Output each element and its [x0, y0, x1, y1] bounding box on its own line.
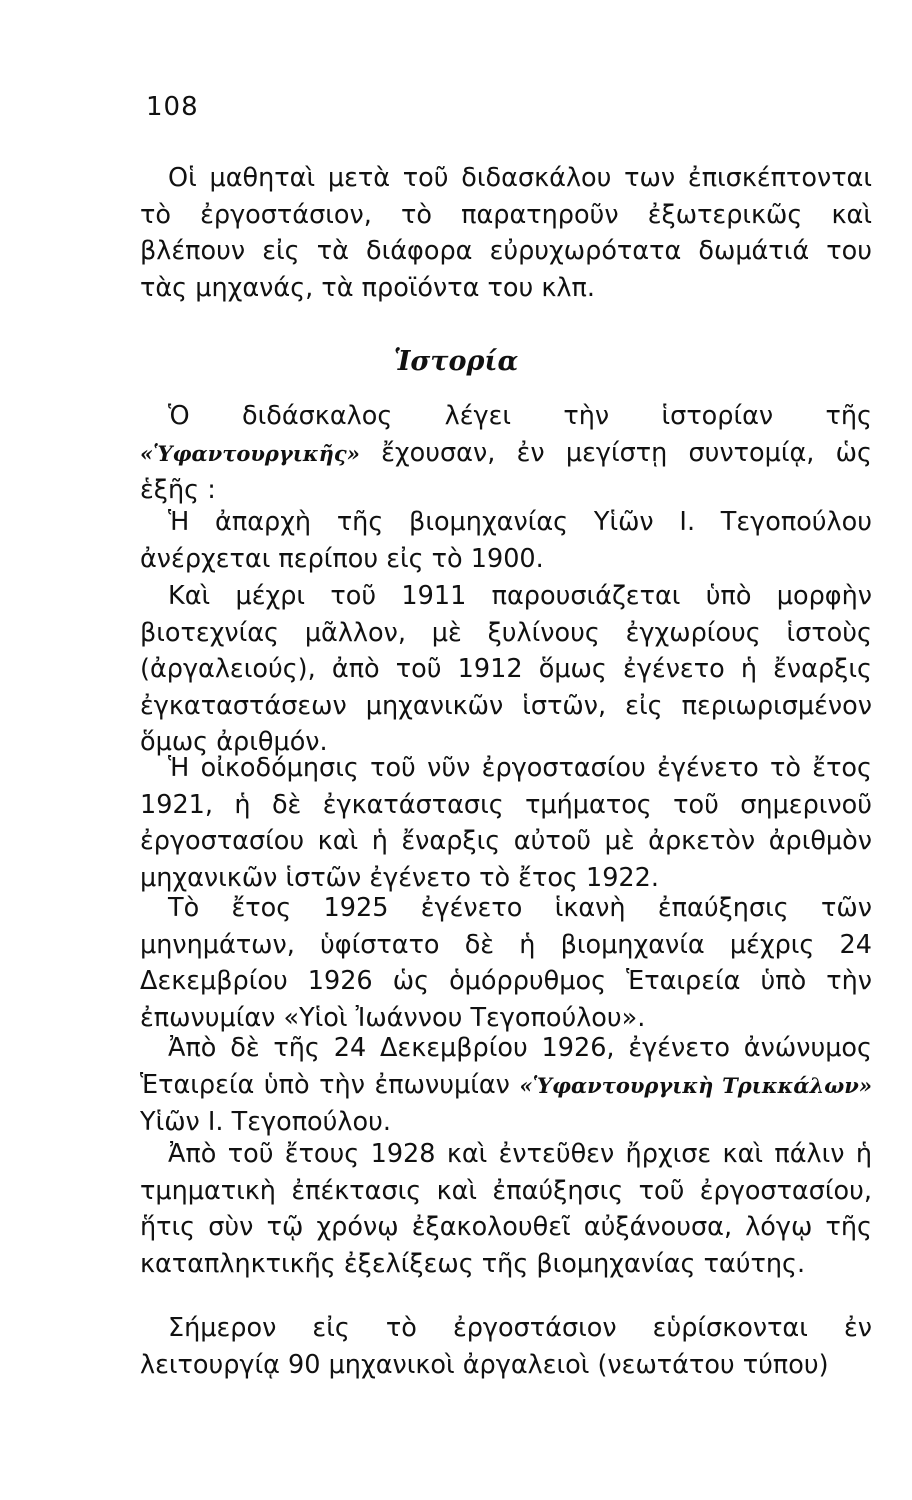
paragraph-text: Καὶ μέχρι τοῦ 1911 παρουσιάζεται ὑπὸ μορφὴν βιοτεχνίας μᾶλλον, μὲ ξυλίνους ἐγχωρίους ἱστοὺς (ἀργαλειούς), ἀπὸ τοῦ 1912 ὅμως ἐγένετο ἡ ἔναρξις ἐγκαταστάσεων μηχανικῶν ἱστῶν, εἰς περιωρισμένον ὅμως ἀριθμόν.: [140, 581, 872, 757]
paragraph-today: [140, 1310, 872, 1383]
paragraph-year-1925: [140, 890, 872, 1036]
paragraph-text: ἔχουσαν, ἐν μεγίστῃ συντομίᾳ, ὡς ἑξῆς :: [140, 437, 872, 505]
paragraph-text: Τὸ ἔτος 1925 ἐγένετο ἱκανὴ ἐπαύξησις τῶν μηνημάτων, ὑφίστατο δὲ ἡ βιομηχανία μέχρις 24 Δεκεμβρίου 1926 ὡς ὁμόρρυθμος Ἑταιρεία ὑπὸ τὴν ἐπωνυμίαν «Υἱοὶ Ἰωάννου Τεγοπούλου».: [140, 893, 872, 1033]
paragraph-text: Ἡ ἀπαρχὴ τῆς βιομηχανίας Υἱῶν Ι. Τεγοπούλου ἀνέρχεται περίπου εἰς τὸ 1900.: [140, 507, 872, 574]
paragraph-until-1911: [140, 578, 872, 761]
paragraph-text: Υἱῶν Ι. Τεγοπούλου.: [140, 1107, 391, 1137]
page-number: 108: [146, 92, 199, 122]
paragraph-text: Ἡ οἰκοδόμησις τοῦ νῦν ἐργοστασίου ἐγένετο τὸ ἔτος 1921, ἡ δὲ ἐγκατάστασις τμήματος τοῦ σημερινοῦ ἐργοστασίου καὶ ἡ ἔναρξις αὐτοῦ μὲ ἀρκετὸν ἀριθμὸν μηχανικῶν ἱστῶν ἐγένετο τὸ ἔτος 1922.: [140, 753, 872, 893]
paragraph-text: Σήμερον εἰς τὸ ἐργοστάσιον εὑρίσκονται ἐν λειτουργίᾳ 90 μηχανικοὶ ἀργαλειοὶ (νεωτάτου τύπου): [140, 1313, 872, 1380]
paragraph-origin: [140, 504, 872, 577]
paragraph-text: Ἀπὸ δὲ τῆς 24 Δεκεμβρίου 1926, ἐγένετο ἀνώνυμος Ἑταιρεία ὑπὸ τὴν ἐπωνυμίαν: [140, 1033, 872, 1100]
paragraph-text: Οἱ μαθηταὶ μετὰ τοῦ διδασκάλου των ἐπισκέπτονται τὸ ἐργοστάσιον, τὸ παρατηροῦν ἐξωτερικῶς καὶ βλέπουν εἰς τὰ διάφορα εὐρυχωρότατα δωμάτιά του τὰς μηχανάς, τὰ προϊόντα του κλπ.: [140, 163, 872, 303]
paragraph-teacher-tells: [140, 398, 872, 509]
paragraph-students-visit: [140, 160, 872, 306]
company-name-italic: «Ὑφαντουργικὴ Τρικκάλων»: [519, 1072, 872, 1098]
paragraph-expansion-1928: [140, 1136, 872, 1282]
section-heading-history: Ἱστορία: [393, 346, 519, 377]
company-name-italic: «Ὑφαντουργικῆς»: [140, 440, 360, 466]
paragraph-text: Ὁ διδάσκαλος λέγει τὴν ἱστορίαν τῆς: [168, 401, 872, 431]
paragraph-text: Ἀπὸ τοῦ ἔτους 1928 καὶ ἐντεῦθεν ἤρχισε καὶ πάλιν ἡ τμηματικὴ ἐπέκτασις καὶ ἐπαύξησις τοῦ ἐργοστασίου, ἥτις σὺν τῷ χρόνῳ ἐξακολουθεῖ αὐξάνουσα, λόγῳ τῆς καταπληκτικῆς ἐξελίξεως τῆς βιομηχανίας ταύτης.: [140, 1139, 872, 1279]
paragraph-company-1926: [140, 1030, 872, 1141]
paragraph-building-1921: [140, 750, 872, 896]
